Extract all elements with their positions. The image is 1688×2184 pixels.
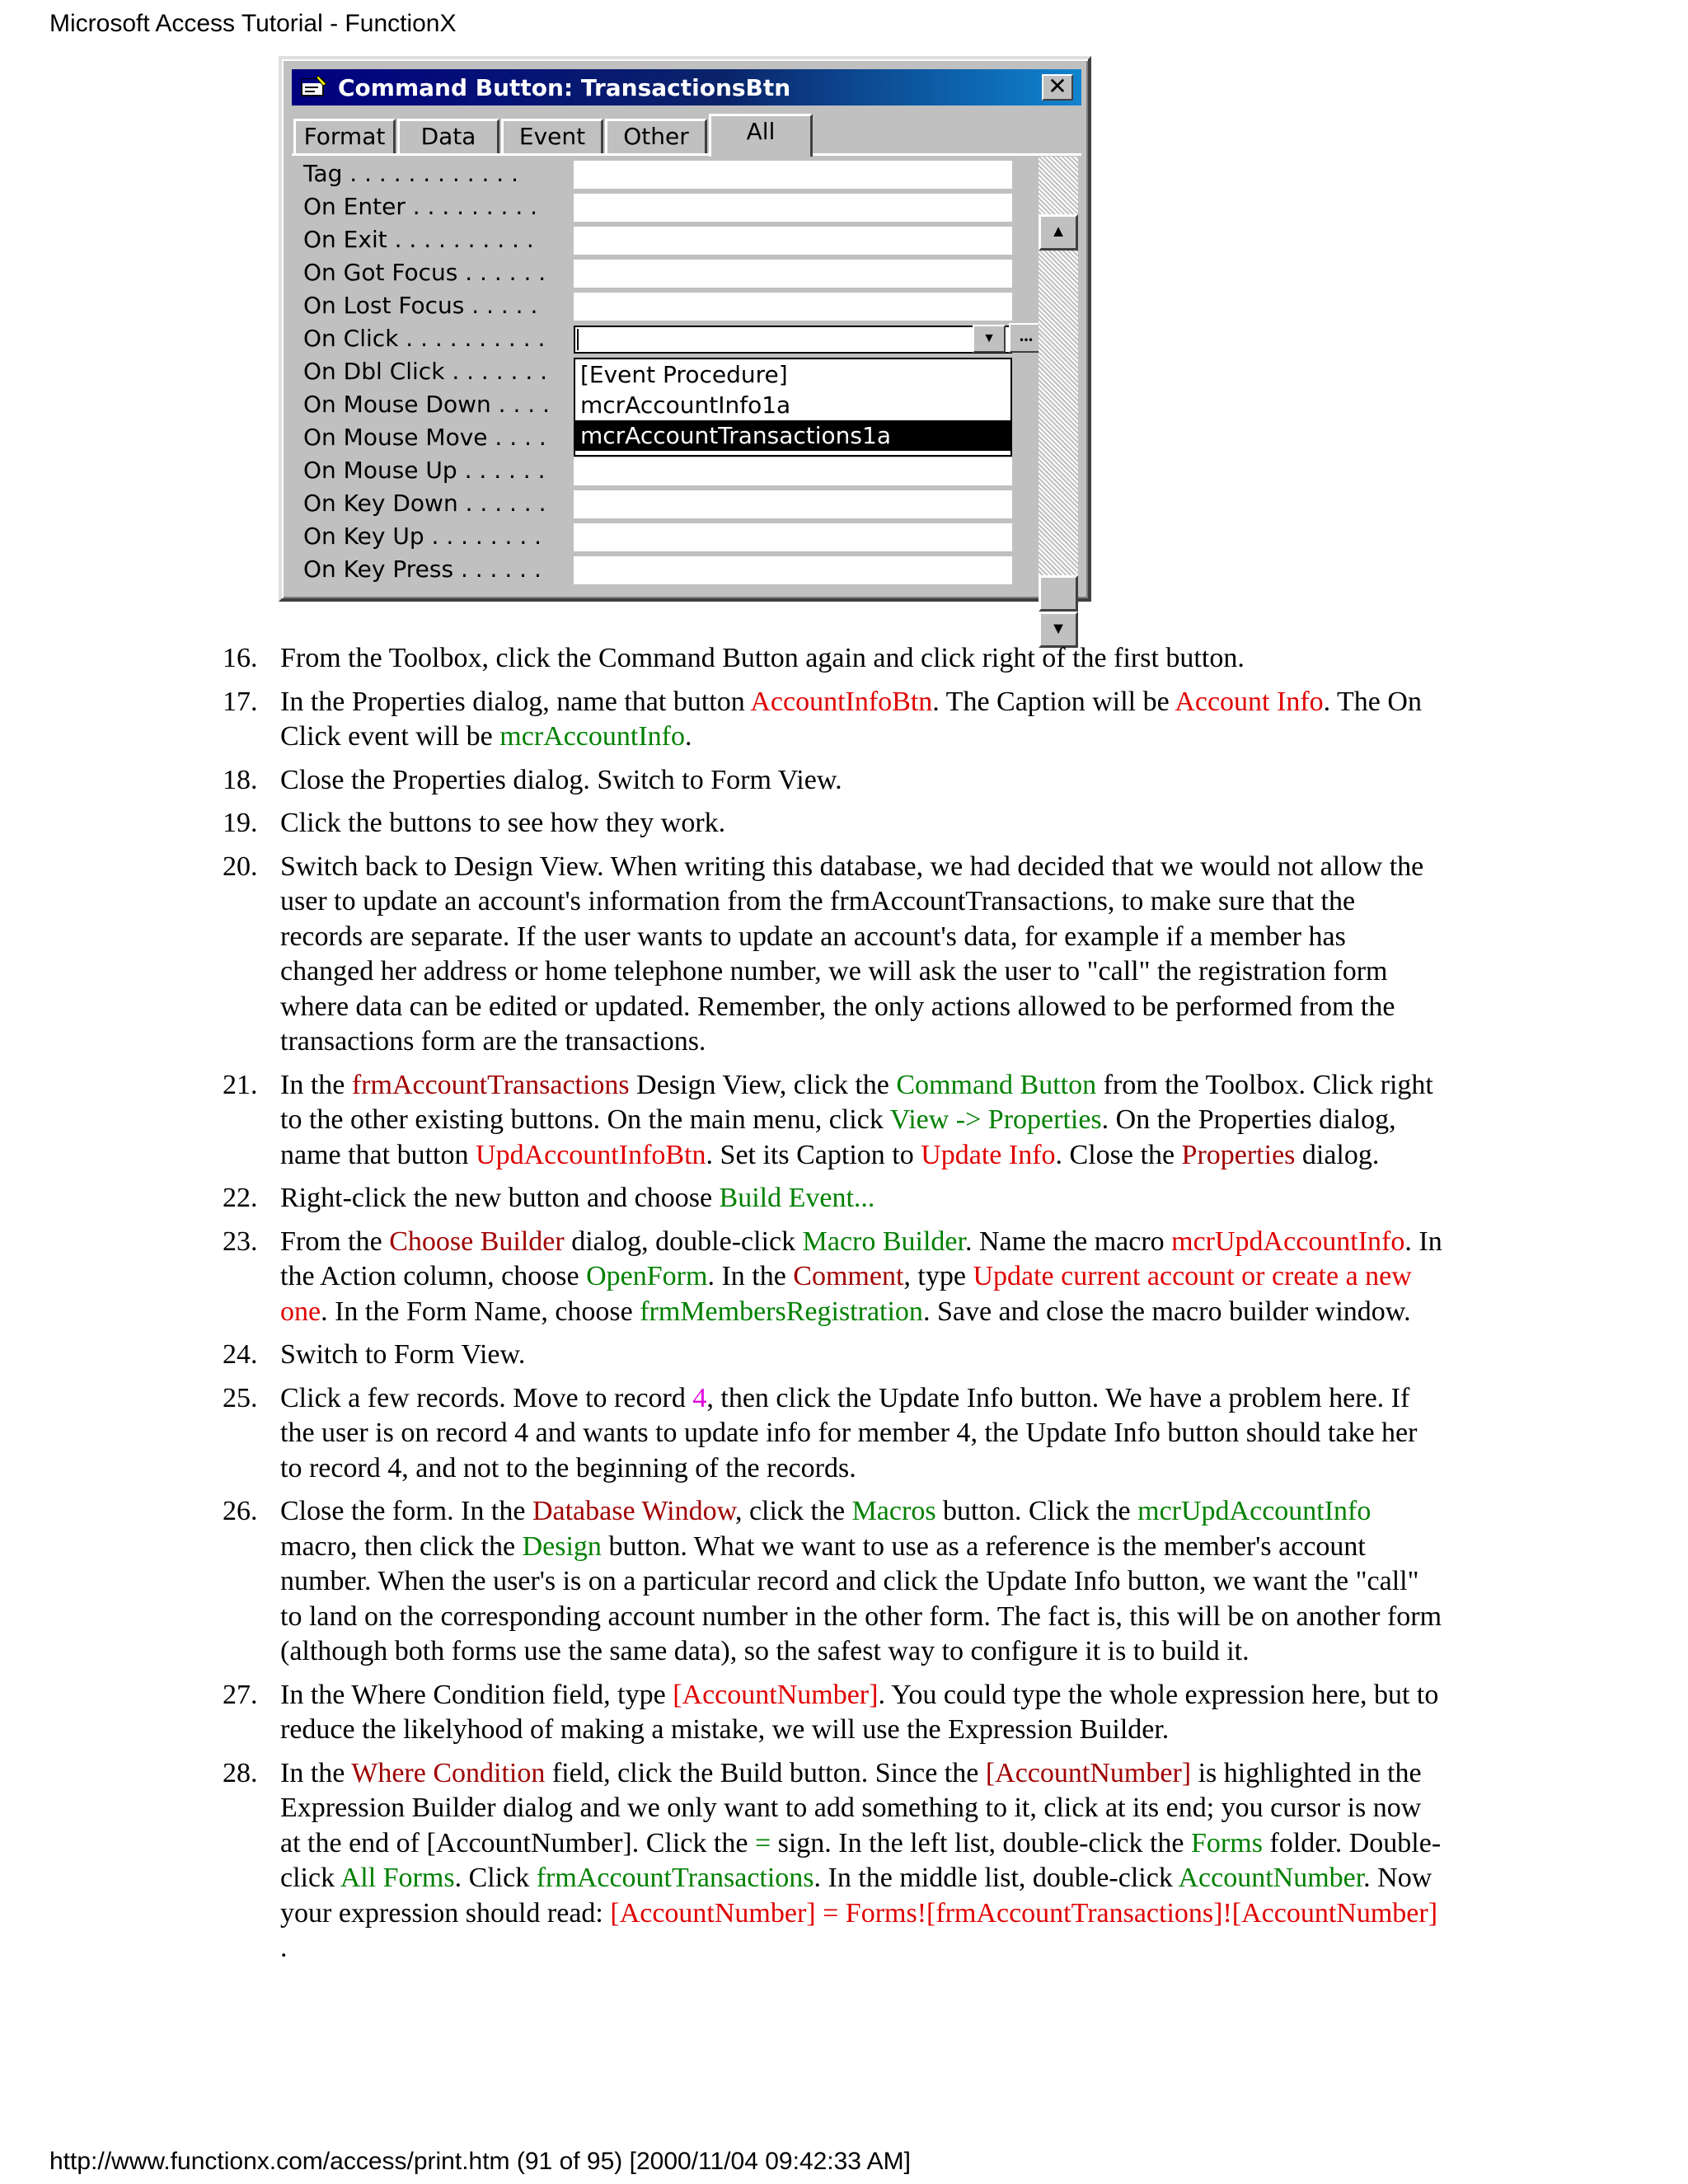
step-number: 22. — [223, 1183, 258, 1213]
property-row-on-mouse-up — [293, 455, 1019, 488]
text-run: . In the Action column, choose — [280, 1226, 1442, 1291]
step-number: 20. — [223, 851, 258, 882]
on-key-up-field[interactable] — [574, 523, 1012, 551]
properties-icon — [300, 74, 328, 99]
list-item — [223, 806, 1442, 841]
property-label: On Mouse Move . . . . — [303, 424, 546, 451]
highlighted-term: mcrAccountInfo — [499, 721, 685, 752]
tab-format[interactable]: Format — [293, 119, 396, 153]
highlighted-term: Account Info — [1175, 686, 1324, 717]
text-run: sign. In the left list, double-click the — [771, 1827, 1192, 1858]
text-run: . In the middle list, double-click — [814, 1863, 1179, 1893]
highlighted-term: Macro Builder — [802, 1226, 965, 1257]
tab-strip — [292, 114, 1081, 153]
highlighted-term: frmAccountTransactions — [351, 1069, 630, 1100]
arrow-up-icon: ▲ — [1050, 223, 1067, 241]
property-row-tag — [293, 158, 1019, 191]
list-item — [223, 1678, 1442, 1748]
text-run: macro, then click the — [280, 1530, 523, 1562]
step-text — [280, 1070, 1433, 1170]
highlighted-term: Database Window — [532, 1496, 735, 1526]
step-text — [280, 1339, 525, 1370]
property-label: On Key Up . . . . . . . . — [303, 523, 542, 550]
page-footer: http://www.functionx.com/access/print.htm (91 of 95) [2000/11/04 09:42:33 AM] — [49, 2148, 912, 2175]
text-run: . Click — [454, 1863, 537, 1893]
text-run: From the Toolbox, click the Command Button again and click right of the first button. — [280, 643, 1245, 673]
property-label: On Mouse Down . . . . — [303, 391, 550, 418]
property-row-on-exit — [293, 224, 1019, 257]
on-key-press-field[interactable] — [574, 556, 1012, 584]
on-got-focus-field[interactable] — [574, 260, 1012, 288]
text-run: . — [684, 721, 692, 752]
dialog-titlebar[interactable] — [292, 69, 1081, 105]
tab-data[interactable]: Data — [397, 119, 499, 153]
property-label: On Key Press . . . . . . — [303, 555, 542, 583]
highlighted-term: Update Info — [921, 1139, 1056, 1170]
step-text — [280, 1680, 1438, 1746]
text-run: Close the Properties dialog. Switch to Form View. — [280, 764, 842, 795]
list-item — [223, 1225, 1442, 1330]
text-run: In the — [280, 1069, 352, 1100]
step-text — [280, 687, 1422, 752]
tab-divider — [292, 153, 1081, 156]
highlighted-term: Update current account or create a new one — [280, 1261, 1412, 1327]
highlighted-term: frmAccountTransactions — [536, 1863, 814, 1893]
list-item — [223, 1338, 1442, 1373]
highlighted-term: 4 — [692, 1382, 707, 1413]
tag-field[interactable] — [574, 161, 1012, 189]
text-run: field, click the Build button. Since the — [545, 1757, 986, 1788]
highlighted-term: mcrUpdAccountInfo — [1171, 1226, 1405, 1257]
highlighted-term: Where Condition — [351, 1757, 546, 1788]
dropdown-button[interactable] — [973, 325, 1006, 353]
property-row-on-enter — [293, 191, 1019, 224]
property-row-on-key-down — [293, 488, 1019, 521]
scroll-thumb[interactable] — [1039, 575, 1078, 612]
highlighted-term: AccountInfoBtn — [750, 686, 933, 717]
list-item — [223, 685, 1442, 755]
property-row-on-key-up — [293, 521, 1019, 554]
tab-other[interactable]: Other — [605, 119, 707, 153]
step-number: 25. — [223, 1382, 258, 1413]
step-number: 21. — [223, 1069, 258, 1100]
step-text — [280, 1758, 1441, 1964]
highlighted-term: AccountNumber — [1178, 1863, 1364, 1893]
highlighted-term: [AccountNumber] = Forms![frmAccountTransactions]![AccountNumber] — [610, 1897, 1438, 1929]
step-text — [280, 851, 1423, 1057]
property-label: On Dbl Click . . . . . . . — [303, 358, 548, 385]
property-row-on-click — [293, 323, 1034, 356]
text-run: In the Properties dialog, name that button — [280, 686, 751, 717]
property-label: On Enter . . . . . . . . . — [303, 193, 538, 220]
page-header: Microsoft Access Tutorial - FunctionX — [49, 10, 457, 37]
on-exit-field[interactable] — [574, 227, 1012, 255]
text-cursor — [577, 329, 579, 350]
highlighted-term: Macros — [851, 1496, 936, 1526]
step-number: 27. — [223, 1679, 258, 1710]
arrow-down-icon: ▼ — [1050, 620, 1067, 638]
text-run: , type — [903, 1261, 973, 1291]
list-item — [223, 1068, 1442, 1174]
highlighted-term: = — [754, 1827, 771, 1858]
text-run: Close the form. In the — [280, 1496, 532, 1526]
dropdown-option-selected[interactable]: mcrAccountTransactions1a — [575, 420, 1010, 451]
on-mouse-up-field[interactable] — [574, 457, 1012, 485]
text-run: . Save and close the macro builder window. — [922, 1296, 1411, 1327]
step-number: 17. — [223, 686, 258, 717]
tab-event[interactable]: Event — [501, 119, 603, 153]
text-run: button. What we want to use as a reference is the member's account number. When the user's is on a particular record and click the Update Info button, we want the "call" to land on the corresponding account number in the other form. The fact is, this will be on another form (although both forms use the same data), so the safest way to configure it is to build it. — [280, 1530, 1442, 1666]
property-label: On Exit . . . . . . . . . . — [303, 226, 534, 253]
property-label: On Got Focus . . . . . . — [303, 259, 546, 286]
dropdown-option[interactable]: mcrAccountInfo1a — [580, 391, 791, 419]
tab-all[interactable]: All — [709, 114, 813, 157]
property-label: Tag . . . . . . . . . . . . — [303, 160, 519, 187]
step-number: 28. — [223, 1757, 258, 1788]
dialog-title: Command Button: TransactionsBtn — [338, 74, 791, 101]
list-item — [223, 1756, 1442, 1966]
property-row-on-lost-focus — [293, 290, 1019, 323]
step-text — [280, 1183, 874, 1213]
chevron-down-icon: ▼ — [982, 331, 996, 345]
list-item — [223, 1381, 1442, 1487]
close-button[interactable] — [1042, 74, 1073, 101]
text-run: Click a few records. Move to record — [280, 1382, 693, 1413]
instruction-list — [223, 641, 1442, 1975]
highlighted-term: Comment — [793, 1261, 904, 1291]
text-run: . In the Form Name, choose — [321, 1296, 640, 1327]
dropdown-option[interactable]: [Event Procedure] — [580, 361, 788, 388]
text-run: from the Toolbox. Click right to the other existing buttons. On the main menu, click — [280, 1069, 1433, 1135]
highlighted-term: [AccountNumber] — [985, 1757, 1192, 1788]
highlighted-term: Choose Builder — [389, 1226, 565, 1257]
text-run: is highlighted in the Expression Builder dialog and we only want to add something to it, click at its end; you cursor is now at the end of [AccountNumber]. Click the — [280, 1757, 1422, 1858]
scroll-up-button[interactable] — [1039, 214, 1078, 251]
step-text — [280, 1226, 1442, 1327]
on-enter-field[interactable] — [574, 194, 1012, 222]
step-text — [280, 808, 725, 838]
highlighted-term: frmMembersRegistration — [640, 1296, 923, 1327]
list-item — [223, 641, 1442, 677]
text-run: . Now your expression should read: — [280, 1863, 1432, 1929]
text-run: dialog, double-click — [564, 1226, 803, 1257]
highlighted-term: [AccountNumber] — [673, 1679, 879, 1710]
step-number: 24. — [223, 1339, 258, 1370]
step-text — [280, 643, 1245, 673]
on-key-down-field[interactable] — [574, 490, 1012, 518]
text-run: Right-click the new button and choose — [280, 1183, 720, 1213]
property-label: On Mouse Up . . . . . . — [303, 457, 546, 484]
property-label: On Lost Focus . . . . . — [303, 292, 538, 319]
text-run: In the Where Condition field, type — [280, 1679, 673, 1710]
text-run: In the — [280, 1757, 352, 1788]
step-text — [280, 1496, 1442, 1666]
text-run: . Close the — [1055, 1139, 1182, 1170]
property-row-on-key-press — [293, 554, 1019, 587]
text-run: dialog. — [1295, 1139, 1380, 1170]
vertical-scrollbar[interactable] — [1039, 157, 1078, 638]
highlighted-term: OpenForm — [586, 1261, 708, 1291]
on-lost-focus-field[interactable] — [574, 293, 1012, 321]
property-row-on-got-focus — [293, 257, 1019, 290]
list-item — [223, 1181, 1442, 1216]
highlighted-term: Command Button — [896, 1069, 1097, 1100]
on-click-combo[interactable] — [574, 326, 1012, 354]
step-text — [280, 765, 842, 795]
text-run: Switch to Form View. — [280, 1339, 526, 1370]
text-run: , click the — [734, 1496, 852, 1526]
highlighted-term: Forms — [1191, 1827, 1263, 1858]
text-run: . The Caption will be — [932, 686, 1175, 717]
property-label: On Key Down . . . . . . — [303, 490, 546, 517]
text-run: Switch back to Design View. When writing this database, we had decided that we would not allow the user to update an account's information from the frmAccountTransactions, to make sure that the records are separate. If the user wants to update an account's data, for example if a member has changed her address or home telephone number, we will ask the user to "call" the registration form where data can be edited or updated. Remember, the only actions allowed to be performed from the transactions form are the transactions. — [280, 851, 1424, 1057]
property-label: On Click . . . . . . . . . . — [303, 325, 546, 352]
highlighted-term: View -> Properties — [889, 1104, 1102, 1135]
text-run: folder. Double-click — [280, 1827, 1442, 1893]
text-run: button. Click the — [935, 1496, 1138, 1526]
on-click-dropdown-list — [574, 358, 1012, 457]
text-run: . — [280, 1933, 288, 1963]
list-item — [223, 763, 1442, 799]
text-run: , then click the Update Info button. We have a problem here. If the user is on record 4 and wants to update info for member 4, the Update Info button should take her to record 4, and not to the beginning of the records. — [280, 1382, 1418, 1483]
text-run: . On the Properties dialog, name that button — [280, 1104, 1396, 1170]
step-text — [280, 1383, 1417, 1483]
text-run: Click the buttons to see how they work. — [280, 808, 726, 838]
text-run: Design View, click the — [629, 1069, 897, 1100]
step-number: 19. — [223, 808, 258, 838]
step-number: 18. — [223, 764, 258, 795]
highlighted-term: UpdAccountInfoBtn — [476, 1139, 706, 1170]
step-number: 26. — [223, 1496, 258, 1526]
highlighted-term: Properties — [1181, 1139, 1296, 1170]
text-run: . In the — [707, 1261, 794, 1291]
highlighted-term: mcrUpdAccountInfo — [1137, 1496, 1372, 1526]
text-run: . Set its Caption to — [706, 1139, 921, 1170]
step-number: 16. — [223, 643, 258, 673]
close-icon: ✕ — [1048, 73, 1067, 100]
text-run: . Name the macro — [964, 1226, 1172, 1257]
highlighted-term: Design — [522, 1530, 602, 1562]
text-run: . You could type the whole expression here, but to reduce the likelyhood of making a mistake, we will use the Expression Builder. — [280, 1679, 1439, 1745]
list-item — [223, 1494, 1442, 1670]
text-run: . The On Click event will be — [280, 686, 1422, 752]
highlighted-term: Build Event... — [719, 1183, 875, 1213]
highlighted-term: All Forms — [340, 1863, 455, 1893]
ellipsis-icon: ... — [1019, 325, 1034, 345]
list-item — [223, 850, 1442, 1060]
step-number: 23. — [223, 1226, 258, 1257]
properties-dialog — [279, 56, 1091, 638]
text-run: From the — [280, 1226, 390, 1257]
